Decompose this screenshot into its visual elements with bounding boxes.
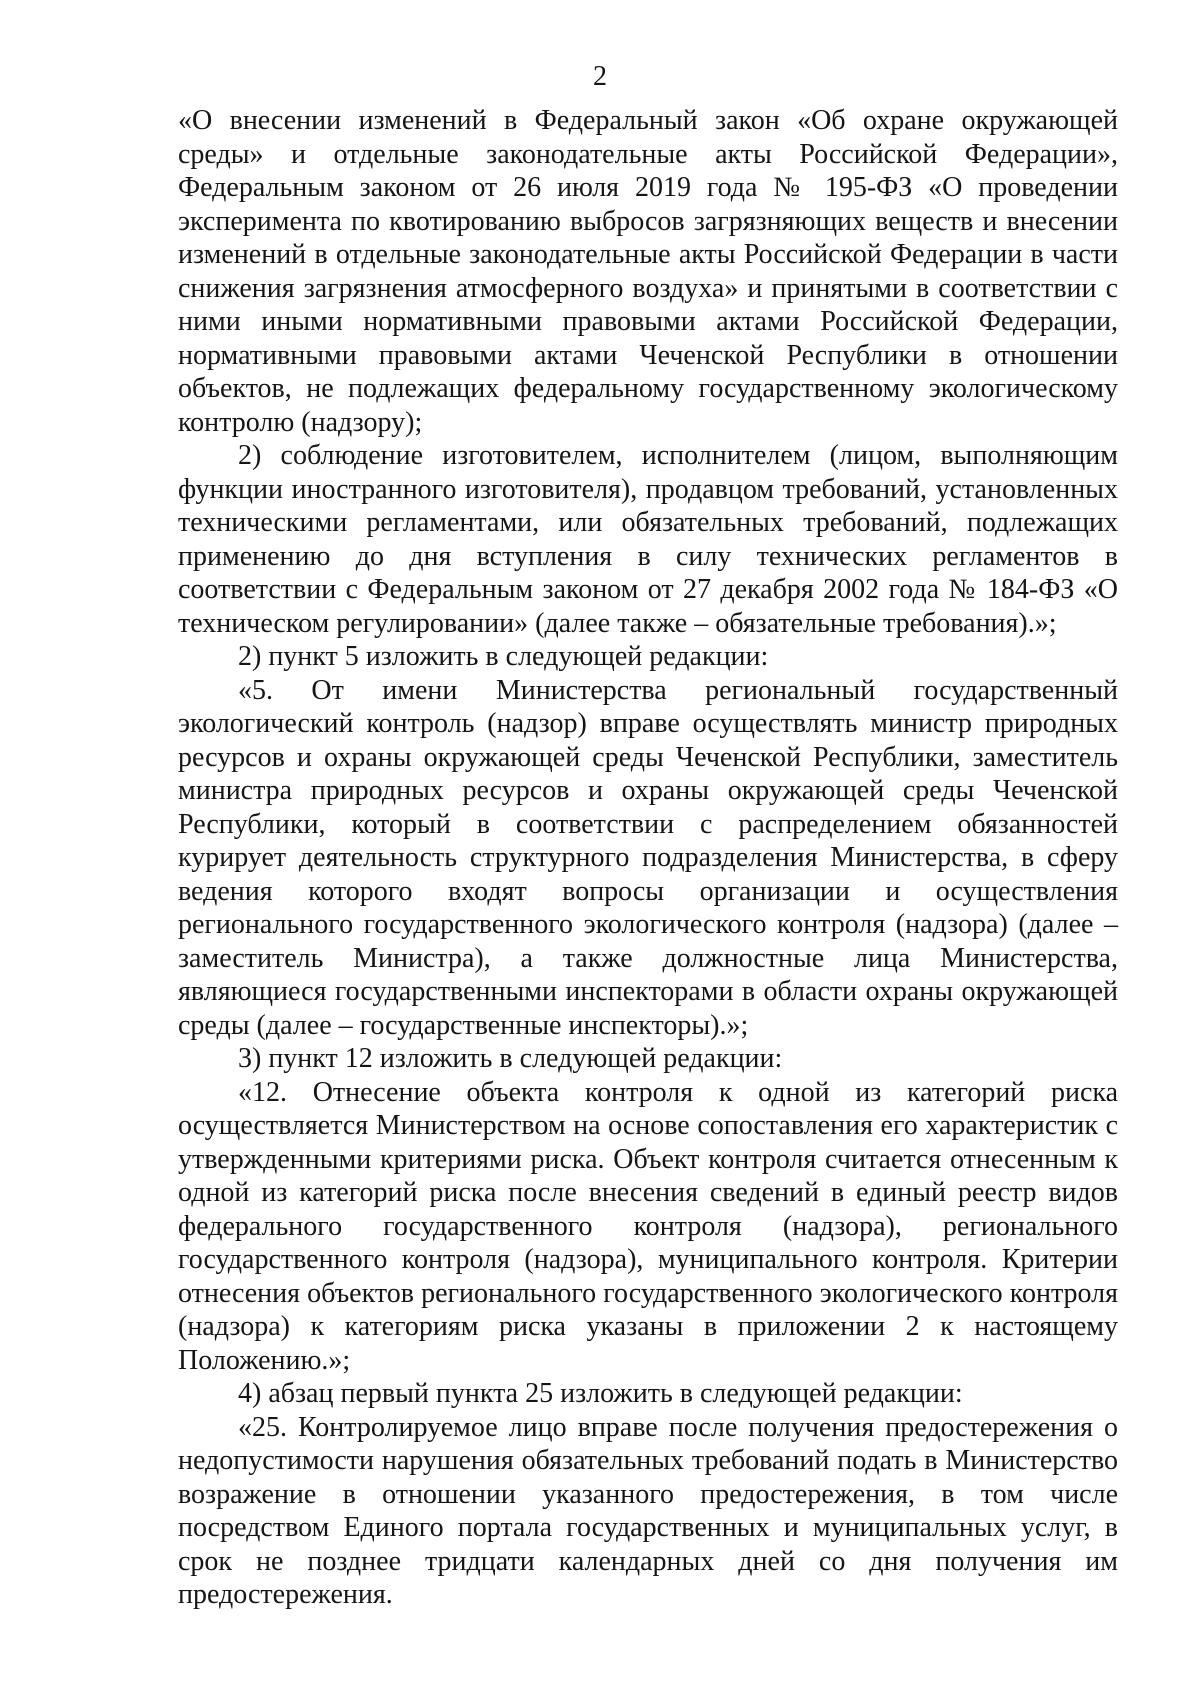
paragraph-continuation: «О внесении изменений в Федеральный закон «Об охране окружающей среды» и отдельные законодательные акты Российской Федерации», Федеральным законом от 26 июля 2019 года № 195-ФЗ «О проведении эксперимента по квотированию выбросов загрязняющих веществ и внесении изменений в отдельные законодательные акты Российской Федерации в части снижения загрязнения атмосферного воздуха» и принятыми в соответствии с ними иными нормативными правовыми актами Российской Федерации, нормативными правовыми актами Чеченской Республики в отношении объектов, не подлежащих федеральному государственному экологическому контролю (надзору);: [178, 105, 1118, 438]
paragraph-point-5-text: «5. От имени Министерства региональный государственный экологический контроль (надзор) вправе осуществлять министр природных ресурсов и охраны окружающей среды Чеченской Республики, заместитель министра природных ресурсов и охраны окружающей среды Чеченской Республики, который в соответствии с распределением обязанностей курирует деятельность структурного подразделения Министерства, в сферу ведения которого входят вопросы организации и осуществления регионального государственного экологического контроля (надзора) (далее – заместитель Министра), а также должностные лица Министерства, являющиеся государственными инспекторами в области охраны окружающей среды (далее – государственные инспекторы).»;: [178, 674, 1118, 1041]
paragraph-amendment-point-25: 4) абзац первый пункта 25 изложить в следующей редакции:: [238, 1378, 963, 1409]
page-number: 2: [593, 61, 607, 92]
paragraph-point-25-text: «25. Контролируемое лицо вправе после получения предостережения о недопустимости нарушения обязательных требований подать в Министерство возражение в отношении указанного предостережения, в том числе посредством Единого портала государственных и муниципальных услуг, в срок не позднее тридцати календарных дней со дня получения им предостережения.: [178, 1411, 1118, 1610]
paragraph-amendment-point-5: 2) пункт 5 изложить в следующей редакции:: [238, 641, 769, 672]
document-body: [178, 104, 1118, 1612]
paragraph-item-2-compliance: 2) соблюдение изготовителем, исполнителем (лицом, выполняющим функции иностранного изготовителя), продавцом требований, установленных техническими регламентами, или обязательных требований, подлежащих применению до дня вступления в силу технических регламентов в соответствии с Федеральным законом от 27 декабря 2002 года № 184-ФЗ «О техническом регулировании» (далее также – обязательные требования).»;: [178, 440, 1118, 639]
paragraph-amendment-point-12: 3) пункт 12 изложить в следующей редакции:: [238, 1043, 783, 1074]
paragraph-point-12-text: «12. Отнесение объекта контроля к одной из категорий риска осуществляется Министерством на основе сопоставления его характеристик с утвержденными критериями риска. Объект контроля считается отнесенным к одной из категорий риска после внесения сведений в единый реестр видов федерального государственного контроля (надзора), регионального государственного контроля (надзора), муниципального контроля. Критерии отнесения объектов регионального государственного экологического контроля (надзора) к категориям риска указаны в приложении 2 к настоящему Положению.»;: [178, 1076, 1118, 1376]
